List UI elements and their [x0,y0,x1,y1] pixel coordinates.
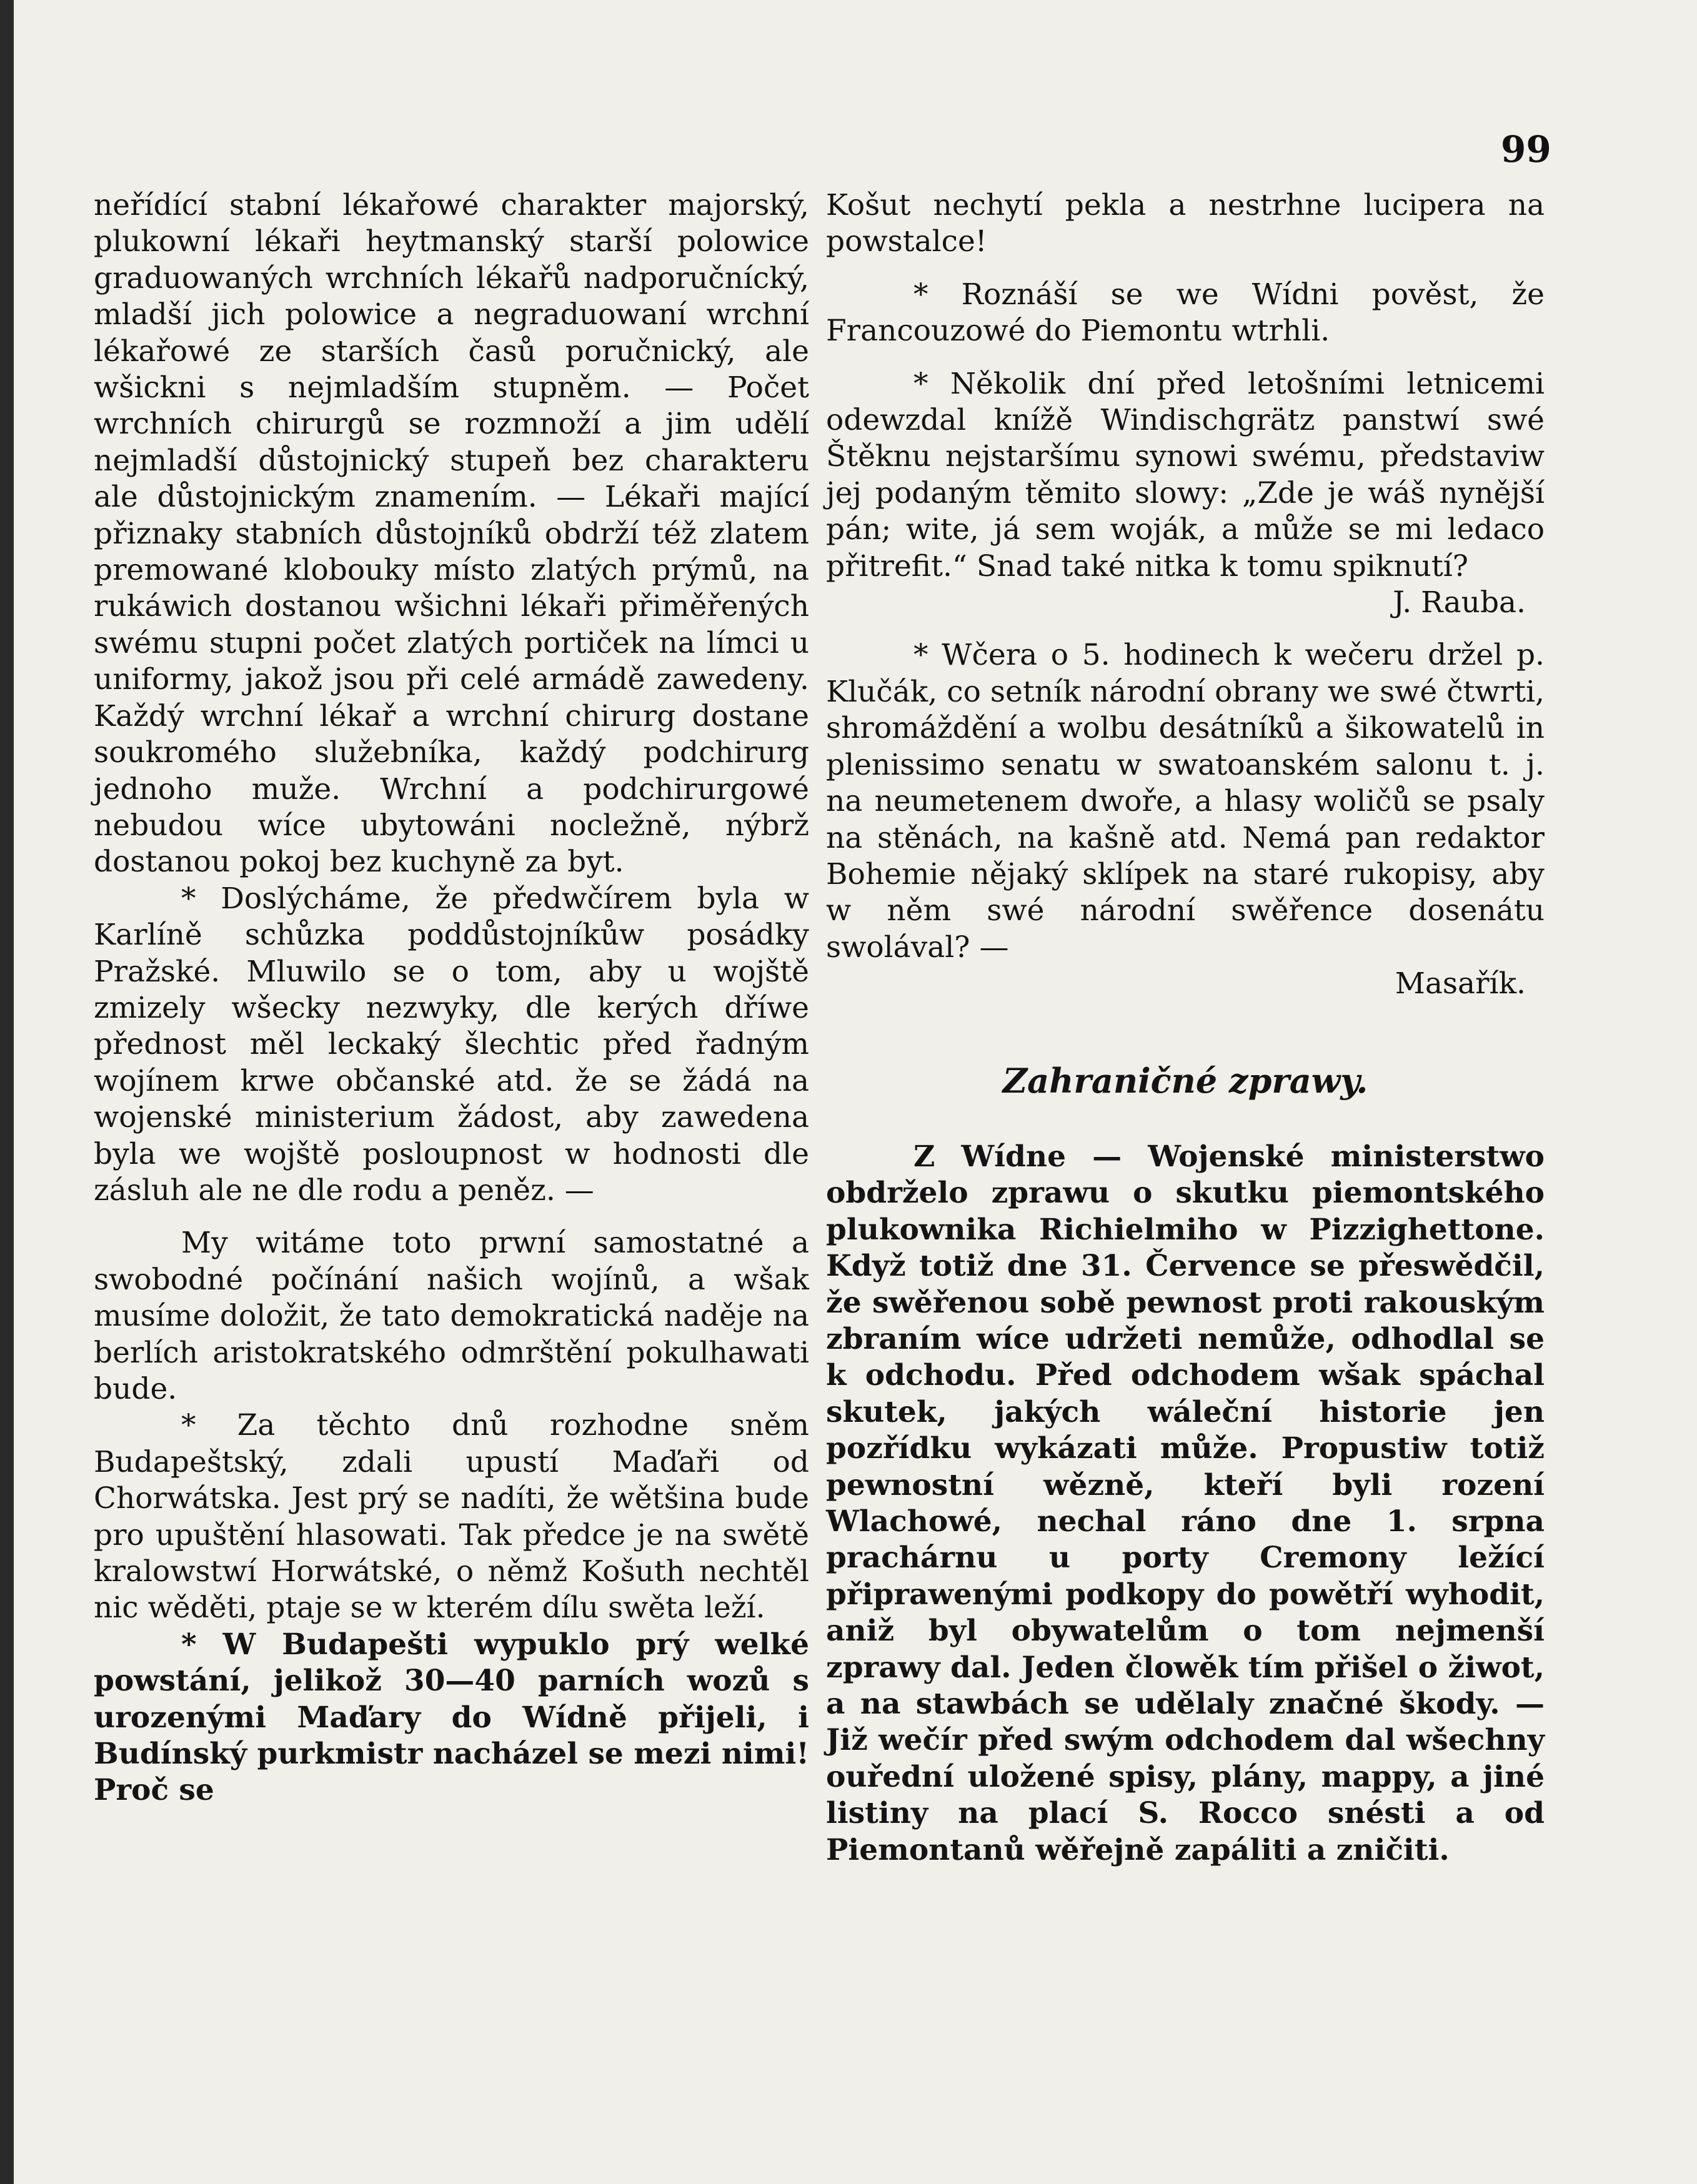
article-paragraph: My witáme toto prwní samostatné a swobodné počínání našich wojínů, a wšak musíme doložit, že tato demokratická naděje na berlích aristokratského odmrštění pokulhawati bude. [94,1226,809,1406]
article-paragraph: Z Wídne — Wojenské ministerstwo obdrželo zprawu o skutku piemontského plukownika Richielmiho w Pizzighettone. Když totiž dne 31. Července se přeswědčil, že swěřenou sobě pewnost proti rakouským zbraním wíce udržeti nemůže, odhodlal se k odchodu. Před odchodem wšak spáchal skutek, jakých wáleční historie jen pozřídku wykázati může. Propustiw totiž pewnostní wězně, kteří byli rození Wlachowé, nechal ráno dne 1. srpna prachárnu u porty Cremony ležící připrawenými podkopy do powětří wyhodit, aniž byl obywatelům o tom nejmenší zprawy dal. Jeden člowěk tím přišel o žiwot, a na stawbách se udělaly značné škody. — Již wečír před swým odchodem dal wšechny ouřední uložené spisy, plány, mappy, a jiné listiny na plací S. Rocco snésti a od Piemontanů wěřejně zapáliti a zničiti. [826,1139,1545,1867]
article-paragraph: * Několik dní před letošními letnicemi odewzdal knížě Windischgrätz panstwí swé Štěknu nejstaršímu synowi swému, představiw jej podaným těmito slowy: „Zde je wáš nynější pán; wite, já sem woják, a může se mi ledaco přitrefit.“ Snad také nitka k tomu spiknutí? [826,366,1545,583]
page-number: 99 [1501,128,1551,171]
right-column [826,187,1545,1869]
left-column [94,187,809,1809]
article-paragraph: * Za těchto dnů rozhodne sněm Budapeštský, zdali upustí Maďaři od Chorwátska. Jest prý se nadíti, že wětšina bude pro upuštění hlasowati. Tak předce je na swětě kralowstwí Horwátské, o němž Košuth nechtěl nic wěděti, ptaje se w kterém dílu swěta leží. [94,1408,809,1626]
article-paragraph: * Roznáší se we Wídni pověst, že Francouzowé do Piemontu wtrhli. [826,277,1545,349]
section-heading: Zahraničné zprawy. [1002,1060,1368,1101]
article-paragraph: * Wčera o 5. hodinech k wečeru držel p. Klučák, co setník národní obrany we swé čtwrti, shromáždění a wolbu desátníků a šikowatelů in plenissimo senatu w swatoanském salonu t. j. na neumetenem dwoře, a hlasy woličů se psaly na stěnách, na kašně atd. Nemá pan redaktor Bohemie nějaký sklípek na staré rukopisy, aby w něm swé národní swěřence dosenátu swolával? — [826,638,1545,965]
article-signature: Masařík. [1395,966,1526,1001]
newspaper-page [14,0,1697,2184]
article-paragraph: * Doslýcháme, že předwčírem byla w Karlíně schůzka poddůstojníkůw posádky Pražské. Mluwilo se o tom, aby u wojště zmizely wšecky nezwyky, dle kerých dříwe přednost měl leckaký šlechtic před řadným wojínem krwe občanské atd. že se žádá na wojenské ministerium žádost, aby zawedena byla we wojště posloupnost w hodnosti dle zásluh ale ne dle rodu a peněz. — [94,881,809,1208]
article-paragraph: * W Budapešti wypuklo prý welké powstání, jelikož 30—40 parních wozů s urozenými Maďary do Wídně přijeli, i Budínský purkmistr nacházel se mezi nimi! Proč se [94,1627,809,1808]
article-paragraph: neřídící stabní lékařowé charakter majorský, plukowní lékaři heytmanský starší polowice graduowaných wrchních lékařů nadporučnícký, mladší jich polowice a negraduowaní wrchní lékařowé ze starších časů poručnický, ale wšickni s nejmladším stupněm. — Počet wrchních chirurgů se rozmnoží a jim udělí nejmladší důstojnický stupeň bez charakteru ale důstojnickým znamením. — Lékaři mající přiznaky stabních důstojníků obdrží též zlatem premowané klobouky místo zlatých prýmů, na rukáwich dostanou wšichni lékaři přiměřených swému stupni počet zlatých portiček na límci u uniformy, jakož jsou při celé armádě zawedeny. Každý wrchní lékař a wrchní chirurg dostane soukromého služebníka, každý podchirurg jednoho muže. Wrchní a podchirurgowé nebudou wíce ubytowáni nocležně, nýbrž dostanou pokoj bez kuchyně za byt. [94,188,809,880]
article-signature: J. Rauba. [1393,585,1526,620]
article-paragraph: Košut nechytí pekla a nestrhne lucipera na powstalce! [826,188,1545,259]
